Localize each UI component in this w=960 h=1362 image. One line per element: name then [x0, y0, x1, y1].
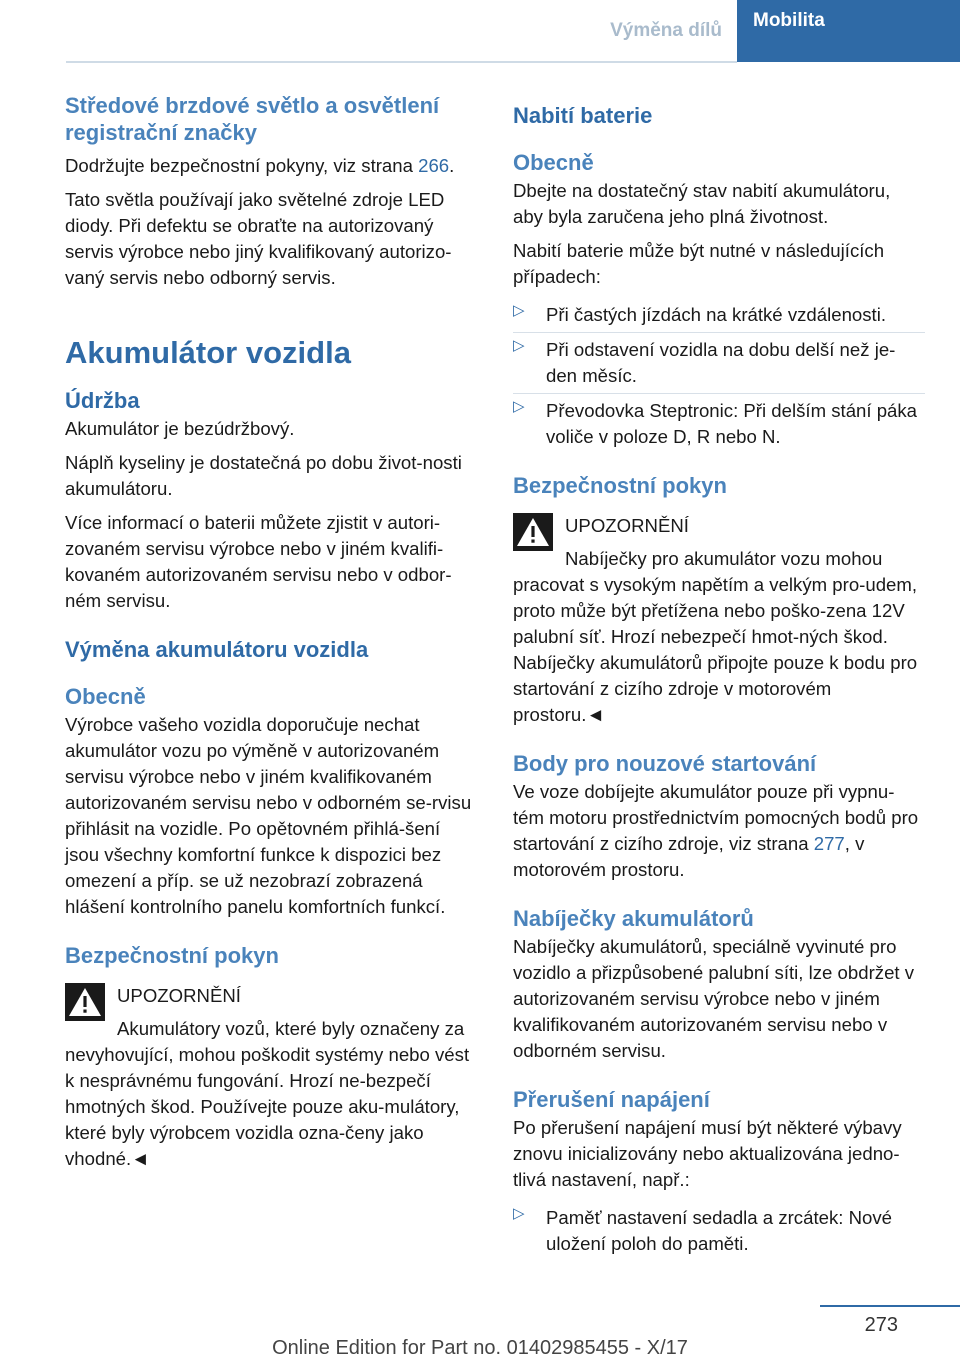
- bullet-triangle-icon: ▷: [513, 337, 525, 354]
- list-item-text: Převodovka Steptronic: Při delším stání páka voliče v poloze D, R nebo N.: [546, 400, 918, 447]
- warning-triangle-icon: [513, 513, 553, 551]
- list-item: [513, 298, 925, 333]
- warning-block-left: [65, 983, 477, 1172]
- page-link-266[interactable]: 266: [418, 155, 450, 176]
- page-header: [0, 0, 960, 62]
- maintenance-paragraph-1: Akumulátor je bezúdržbový.: [65, 418, 295, 439]
- list-item: [513, 394, 925, 450]
- chapter-tab-label: Mobilita: [753, 10, 825, 31]
- warning-block-right: [513, 513, 925, 728]
- replace-general-paragraph: Výrobce vašeho vozidla doporučuje nechat akumulátor vozu po výměně v autorizovaném servisu výrobce nebo v jiném kvalifikovaném autorizovaném servisu nebo v odborném se‐rvisu přihlásit na vozidle. Po opětovném přihlá‐šení jsou všechny komfortní funkce k dispozici bez omezení a příp. se už nezobrazí zobrazená hlášení kontrolního panelu komfortních funkcí.: [65, 714, 472, 917]
- charging-heading: Nabití baterie: [513, 103, 653, 128]
- battery-replace-heading: Výměna akumulátoru vozidla: [65, 637, 369, 662]
- battery-title: Akumulátor vozidla: [65, 335, 351, 370]
- jump-start-text-end: , v motorovém prostoru.: [513, 833, 865, 880]
- maintenance-heading: Údržba: [65, 388, 140, 413]
- warning-title-left: UPOZORNĚNÍ: [117, 985, 241, 1006]
- page-number-rule: [820, 1305, 960, 1307]
- page-number: 273: [864, 1314, 898, 1336]
- brake-light-p1-end: .: [449, 155, 455, 176]
- power-cut-paragraph: Po přerušení napájení musí být některé výbavy znovu inicializovány nebo aktualizována jedno‐tlivá nastavení, např.:: [513, 1117, 902, 1190]
- bullet-triangle-icon: ▷: [513, 302, 525, 319]
- chargers-heading: Nabíječky akumulátorů: [513, 906, 754, 931]
- right-column: [513, 92, 925, 1257]
- brake-light-paragraph-1: [65, 153, 477, 179]
- edition-note: Online Edition for Part no. 01402985455 - X/17: [272, 1337, 688, 1359]
- power-cut-heading: Přerušení napájení: [513, 1087, 710, 1112]
- list-item: [513, 333, 925, 394]
- warning-body-right: Nabíječky pro akumulátor vozu mohou pracovat s vysokým napětím a velkým pro‐udem, proto může být přetížena nebo poško‐zena 12V palubní síť. Hrozí nebezpečí hmot‐ných škod. Nabíječky akumulátorů připojte pouze k bodu pro startování z cizího zdroje v motorovém prostoru.◄: [513, 548, 918, 725]
- chapter-tab[interactable]: [737, 0, 960, 62]
- jump-start-heading: Body pro nouzové startování: [513, 751, 817, 776]
- list-item-text: Při častých jízdách na krátké vzdálenosti.: [546, 304, 887, 325]
- jump-start-text: Ve voze dobíjejte akumulátor pouze při vypnu‐tém motoru prostřednictvím pomocných bodů pro startování z cizího zdroje, viz strana: [513, 781, 919, 854]
- warning-body-left: Akumulátory vozů, které byly označeny za nevyhovující, mohou poškodit systémy nebo vést k nesprávnému fungování. Hrozí ne‐bezpečí hmotných škod. Používejte pouze aku‐mulátory, které byly výrobcem vozidla ozna‐čeny jako vhodné.◄: [65, 1018, 470, 1169]
- power-cut-list: [513, 1201, 925, 1257]
- list-item: [513, 1201, 925, 1257]
- charging-cases-list: [513, 298, 925, 450]
- replace-safety-heading: Bezpečnostní pokyn: [65, 943, 279, 968]
- header-rule: [66, 61, 737, 63]
- section-title: Výměna dílů: [610, 20, 722, 41]
- charging-paragraph-1: Dbejte na dostatečný stav nabití akumulátoru, aby byla zaručena jeho plná životnost.: [513, 180, 891, 227]
- bullet-triangle-icon: ▷: [513, 398, 525, 415]
- replace-general-heading: Obecně: [65, 684, 146, 709]
- charging-safety-heading: Bezpečnostní pokyn: [513, 473, 727, 498]
- page-link-277[interactable]: 277: [813, 833, 845, 854]
- list-item-text: Při odstavení vozidla na dobu delší než je‐den měsíc.: [546, 339, 896, 386]
- charging-paragraph-2: Nabití baterie může být nutné v následujících případech:: [513, 240, 885, 287]
- brake-light-paragraph-2: Tato světla používají jako světelné zdroje LED diody. Při defektu se obraťte na autorizovaný servis výrobce nebo jiný kvalifikovaný autorizo‐vaný servis nebo odborný servis.: [65, 189, 452, 288]
- jump-start-paragraph: [513, 779, 925, 883]
- charging-general-heading: Obecně: [513, 150, 594, 175]
- warning-title-right: UPOZORNĚNÍ: [565, 515, 689, 536]
- maintenance-paragraph-2: Náplň kyseliny je dostatečná po dobu život‐nosti akumulátoru.: [65, 452, 462, 499]
- left-column: [65, 92, 477, 1172]
- list-item-text: Paměť nastavení sedadla a zrcátek: Nové uložení poloh do paměti.: [546, 1207, 892, 1254]
- brake-light-heading: Středové brzdové světlo a osvětlení registrační značky: [65, 93, 440, 145]
- warning-triangle-icon: [65, 983, 105, 1021]
- bullet-triangle-icon: ▷: [513, 1205, 525, 1222]
- brake-light-p1-text: Dodržujte bezpečnostní pokyny, viz strana: [65, 155, 419, 176]
- chargers-paragraph: Nabíječky akumulátorů, speciálně vyvinuté pro vozidlo a přizpůsobené palubní síti, lze obdržet v autorizovaném servisu výrobce nebo v jiném kvalifikovaném autorizovaném servisu nebo v odborném servisu.: [513, 936, 915, 1061]
- maintenance-paragraph-3: Více informací o baterii můžete zjistit v autori‐zovaném servisu výrobce nebo v jiném kvalifi‐kovaném autorizovaném servisu nebo v odbor‐ném servisu.: [65, 512, 452, 611]
- page-footer: [0, 1290, 960, 1362]
